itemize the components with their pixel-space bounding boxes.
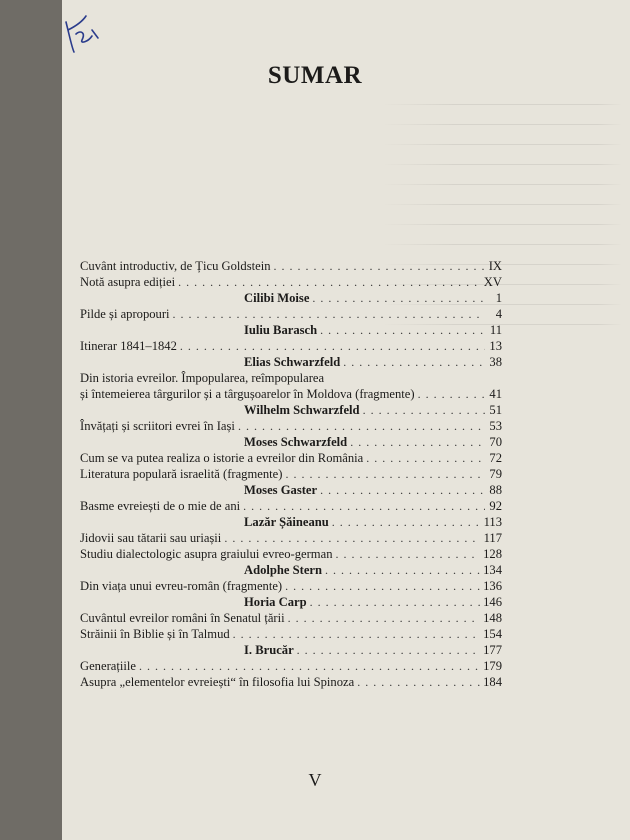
dot-leader <box>274 258 485 274</box>
dot-leader <box>233 626 480 642</box>
dot-leader <box>312 290 485 306</box>
toc-entry-row <box>80 258 502 274</box>
page-ref: 136 <box>483 579 502 593</box>
page-ref: XV <box>483 275 502 289</box>
toc-entry-row <box>80 626 502 642</box>
toc-author-row <box>80 514 502 530</box>
toc-entry-row <box>80 370 502 386</box>
page-ref: 88 <box>489 483 502 497</box>
page-ref: 184 <box>483 675 502 689</box>
page-ref: 179 <box>483 659 502 673</box>
author-name: Wilhelm Schwarzfeld <box>244 403 360 417</box>
entry-title: Cuvânt introductiv, de Țicu Goldstein <box>80 259 271 273</box>
toc-author-row <box>80 434 502 450</box>
dot-leader <box>325 562 480 578</box>
toc-entry-row <box>80 386 502 402</box>
dot-leader <box>418 386 485 402</box>
author-name: Cilibi Moise <box>244 291 310 305</box>
entry-title: Basme evreiești de o mie de ani <box>80 499 241 513</box>
author-name: Lazăr Șăineanu <box>244 515 329 529</box>
author-name: Moses Schwarzfeld <box>244 435 348 449</box>
dot-leader <box>139 658 480 674</box>
dot-leader <box>288 610 481 626</box>
page-ref: 79 <box>489 467 502 481</box>
dot-leader <box>243 498 485 514</box>
table-of-contents <box>80 258 502 690</box>
toc-entry-row <box>80 578 502 594</box>
entry-title: Literatura populară israelită (fragmente) <box>80 467 283 481</box>
entry-title: Pilde și apropouri <box>80 307 170 321</box>
toc-author-row <box>80 322 502 338</box>
dot-leader <box>357 674 480 690</box>
author-name: Adolphe Stern <box>244 563 323 577</box>
page-ref: 70 <box>489 435 502 449</box>
entry-title: Învățați și scriitori evrei în Iași <box>80 419 235 433</box>
entry-title: Străinii în Biblie și în Talmud <box>80 627 230 641</box>
toc-author-row <box>80 354 502 370</box>
entry-title: Studiu dialectologic asupra graiului evreo-german <box>80 547 333 561</box>
toc-author-row <box>80 642 502 658</box>
toc-entry-row <box>80 466 502 482</box>
page-title: SUMAR <box>267 62 363 89</box>
page-ref: 1 <box>495 291 502 305</box>
entry-title: Cum se va putea realiza o istorie a evreilor din România <box>80 451 364 465</box>
toc-entry-row <box>80 530 502 546</box>
page-ref: 146 <box>483 595 502 609</box>
toc-author-row <box>80 290 502 306</box>
toc-entry-row <box>80 658 502 674</box>
page-ref: 177 <box>483 643 502 657</box>
page-ref: 154 <box>483 627 502 641</box>
page-ref: 92 <box>489 499 502 513</box>
toc-entry-row <box>80 306 502 322</box>
handwritten-signature <box>62 8 112 58</box>
author-name: Iuliu Barasch <box>244 323 318 337</box>
dot-leader <box>285 466 485 482</box>
dot-leader <box>285 578 480 594</box>
page-ref: 72 <box>489 451 502 465</box>
toc-entry-row <box>80 338 502 354</box>
dot-leader <box>366 450 485 466</box>
dot-leader <box>343 354 485 370</box>
dot-leader <box>178 274 481 290</box>
dot-leader <box>332 514 481 530</box>
entry-title: Din viața unui evreu-român (fragmente) <box>80 579 283 593</box>
entry-title: Jidovii sau tătarii sau uriașii <box>80 531 222 545</box>
toc-entry-row <box>80 450 502 466</box>
entry-title: Itinerar 1841–1842 <box>80 339 177 353</box>
page-ref: 38 <box>489 355 502 369</box>
page-ref: 134 <box>483 563 502 577</box>
dot-leader <box>297 642 480 658</box>
page-ref: 113 <box>483 515 502 529</box>
page-ref: 117 <box>483 531 502 545</box>
page-ref: 41 <box>489 387 502 401</box>
dot-leader <box>350 434 485 450</box>
author-name: I. Brucăr <box>244 643 294 657</box>
author-name: Elias Schwarzfeld <box>244 355 341 369</box>
toc-entry-row <box>80 498 502 514</box>
toc-entry-row <box>80 274 502 290</box>
dot-leader <box>363 402 485 418</box>
toc-entry-row <box>80 546 502 562</box>
entry-title: Asupra „elementelor evreiești“ în filosofia lui Spinoza <box>80 675 355 689</box>
page-ref: 53 <box>489 419 502 433</box>
author-name: Moses Gaster <box>244 483 318 497</box>
toc-author-row <box>80 594 502 610</box>
page-ref: 11 <box>489 323 502 337</box>
entry-title: Notă asupra ediției <box>80 275 176 289</box>
toc-entry-row <box>80 610 502 626</box>
toc-author-row <box>80 482 502 498</box>
author-name: Horia Carp <box>244 595 307 609</box>
page-ref: IX <box>488 259 502 273</box>
dot-leader <box>336 546 481 562</box>
page-number: V <box>308 770 322 790</box>
toc-entry-row <box>80 418 502 434</box>
entry-title: Din istoria evreilor. Împopularea, reîmpopularea <box>80 371 325 385</box>
dot-leader <box>180 338 485 354</box>
dot-leader <box>310 594 480 610</box>
dot-leader <box>320 482 485 498</box>
page-ref: 51 <box>489 403 502 417</box>
dot-leader <box>320 322 485 338</box>
page-ref: 4 <box>495 307 502 321</box>
page-ref: 128 <box>483 547 502 561</box>
page-ref: 148 <box>483 611 502 625</box>
toc-entry-row <box>80 674 502 690</box>
entry-title: Generațiile <box>80 659 136 673</box>
page-ref: 13 <box>489 339 502 353</box>
toc-author-row <box>80 562 502 578</box>
dot-leader <box>224 530 480 546</box>
toc-author-row <box>80 402 502 418</box>
dot-leader <box>238 418 485 434</box>
dot-leader <box>173 306 485 322</box>
entry-title: Cuvântul evreilor români în Senatul țării <box>80 611 285 625</box>
entry-title: și întemeierea târgurilor și a târgușoarelor în Moldova (fragmente) <box>80 387 415 401</box>
